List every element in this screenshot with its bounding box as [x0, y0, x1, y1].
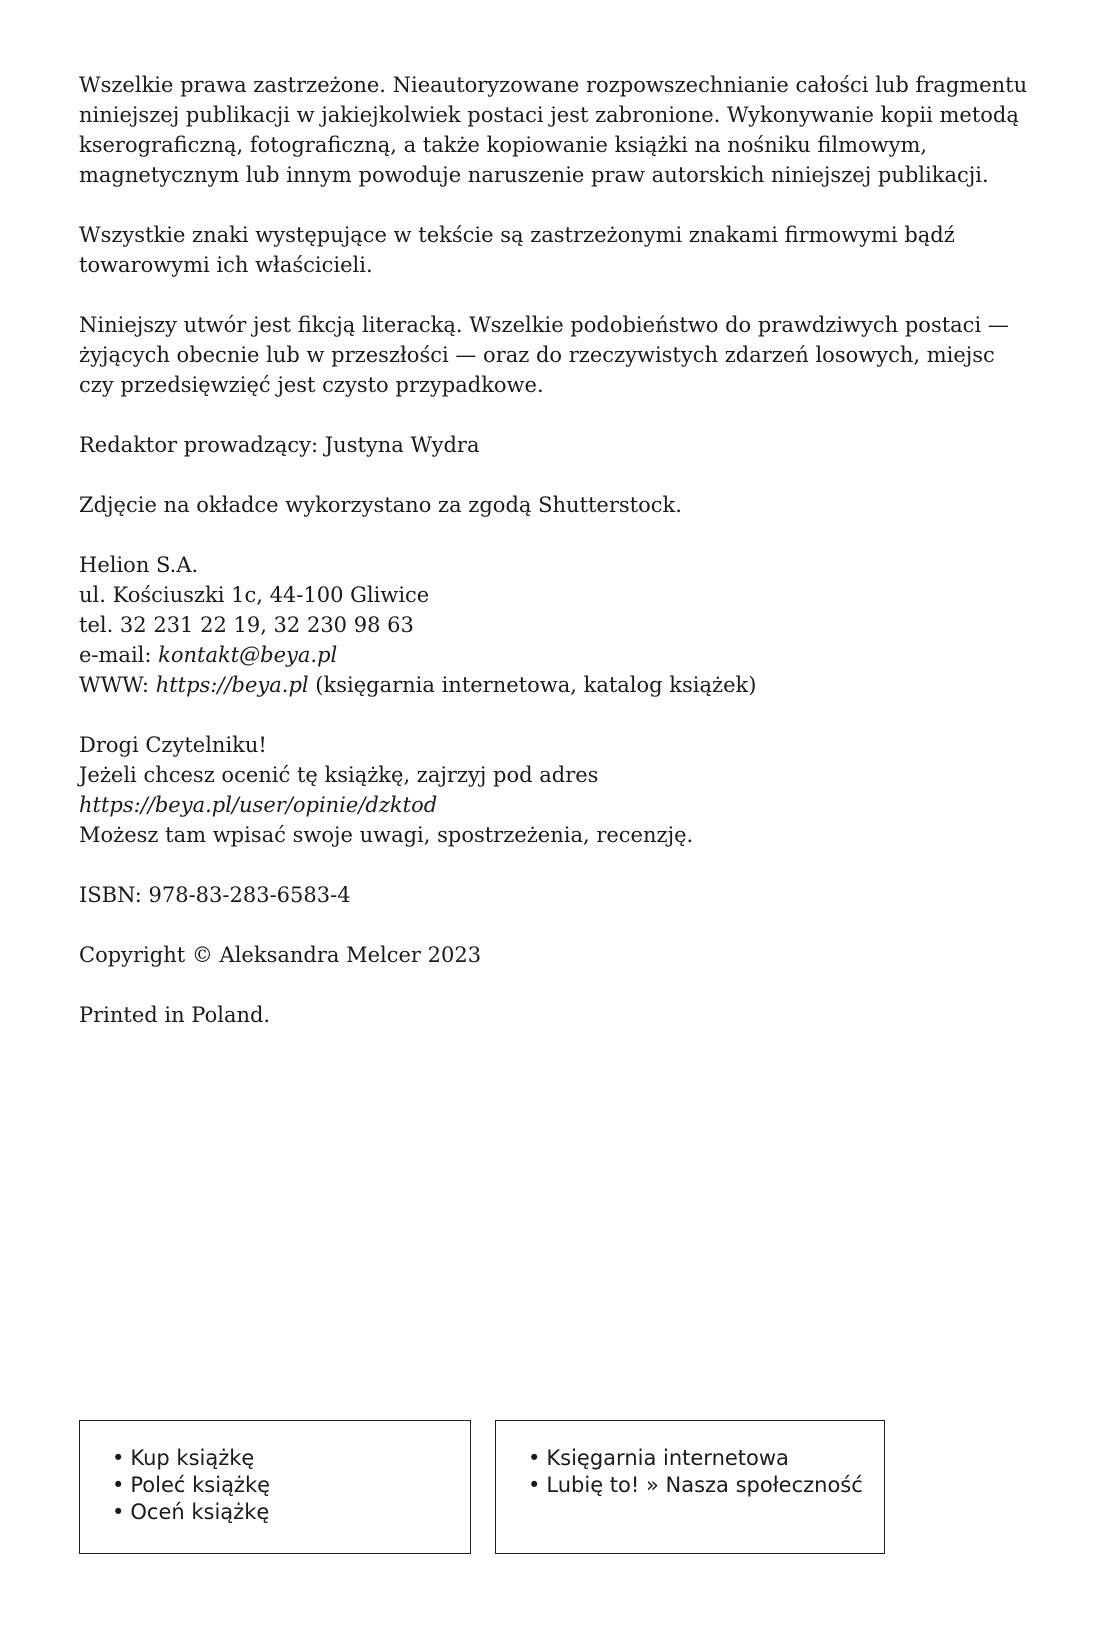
publisher-www-line: [79, 670, 1019, 700]
fiction-notice: [79, 310, 1019, 400]
legal-notice-line: Wszelkie prawa zastrzeżone. Nieautoryzowane rozpowszechnianie całości lub fragmentu: [79, 73, 1028, 97]
community-link[interactable]: [528, 1472, 884, 1499]
copyright-page: [79, 70, 1028, 1060]
cover-photo-line: Zdjęcie na okładce wykorzystano za zgodą Shutterstock.: [79, 493, 682, 517]
trademarks-notice: [79, 220, 1019, 280]
email-link[interactable]: kontakt@beya.pl: [158, 643, 338, 667]
isbn-line: ISBN: 978-83-283-6583-4: [79, 883, 351, 907]
reader-message: [79, 730, 1019, 850]
www-note: (księgarnia internetowa, katalog książek): [308, 673, 757, 697]
publisher-phone: tel. 32 231 22 19, 32 230 98 63: [79, 613, 414, 637]
buy-book-label: Kup książkę: [130, 1446, 255, 1470]
rate-book-link[interactable]: [112, 1499, 470, 1526]
publisher-name: Helion S.A.: [79, 553, 199, 577]
action-boxes: [79, 1420, 889, 1556]
printed-line: Printed in Poland.: [79, 1003, 271, 1027]
printed-info: [79, 1000, 1019, 1030]
isbn-info: [79, 880, 1019, 910]
rate-book-label: Oceń książkę: [130, 1500, 270, 1524]
fiction-line: Niniejszy utwór jest fikcją literacką. Wszelkie podobieństwo do prawdziwych postaci —: [79, 313, 1009, 337]
www-link[interactable]: https://beya.pl: [155, 673, 309, 697]
bullet: •: [112, 1500, 125, 1524]
bullet: •: [112, 1446, 125, 1470]
legal-notice-line: kserograficzną, fotograficzną, a także kopiowanie książki na nośniku filmowym,: [79, 133, 928, 157]
review-url-link[interactable]: https://beya.pl/user/opinie/dzktod: [79, 793, 438, 817]
trademarks-line: towarowymi ich właścicieli.: [79, 253, 373, 277]
recommend-book-label: Poleć książkę: [130, 1473, 271, 1497]
publisher-email-line: [79, 640, 1019, 670]
store-links-box: [495, 1420, 885, 1554]
cover-photo-credit: [79, 490, 1019, 520]
bullet: •: [112, 1473, 125, 1497]
recommend-book-link[interactable]: [112, 1472, 470, 1499]
book-actions-box: [79, 1420, 471, 1554]
bullet: •: [528, 1473, 541, 1497]
legal-notice: [79, 70, 1028, 190]
legal-notice-line: magnetycznym lub innym powoduje naruszenie praw autorskich niniejszej publikacji.: [79, 163, 989, 187]
reader-greeting: Drogi Czytelniku!: [79, 733, 267, 757]
copyright-line: Copyright © Aleksandra Melcer 2023: [79, 943, 482, 967]
publisher-info: [79, 550, 1019, 700]
reader-line: Jeżeli chcesz ocenić tę książkę, zajrzyj pod adres: [79, 763, 599, 787]
copyright-info: [79, 940, 1019, 970]
www-label: WWW:: [79, 673, 156, 697]
bullet: •: [528, 1446, 541, 1470]
buy-book-link[interactable]: [112, 1445, 470, 1472]
publisher-address: ul. Kościuszki 1c, 44-100 Gliwice: [79, 583, 430, 607]
editor-credit: [79, 430, 1019, 460]
fiction-line: czy przedsięwzięć jest czysto przypadkowe.: [79, 373, 544, 397]
fiction-line: żyjących obecnie lub w przeszłości — oraz do rzeczywistych zdarzeń losowych, miejsc: [79, 343, 995, 367]
legal-notice-line: niniejszej publikacji w jakiejkolwiek postaci jest zabronione. Wykonywanie kopii metodą: [79, 103, 1019, 127]
online-bookstore-label: Księgarnia internetowa: [546, 1446, 789, 1470]
community-label: Lubię to! » Nasza społeczność: [546, 1473, 863, 1497]
reader-line: Możesz tam wpisać swoje uwagi, spostrzeżenia, recenzję.: [79, 823, 694, 847]
online-bookstore-link[interactable]: [528, 1445, 884, 1472]
trademarks-line: Wszystkie znaki występujące w tekście są zastrzeżonymi znakami firmowymi bądź: [79, 223, 955, 247]
email-label: e-mail:: [79, 643, 159, 667]
editor-line: Redaktor prowadzący: Justyna Wydra: [79, 433, 480, 457]
